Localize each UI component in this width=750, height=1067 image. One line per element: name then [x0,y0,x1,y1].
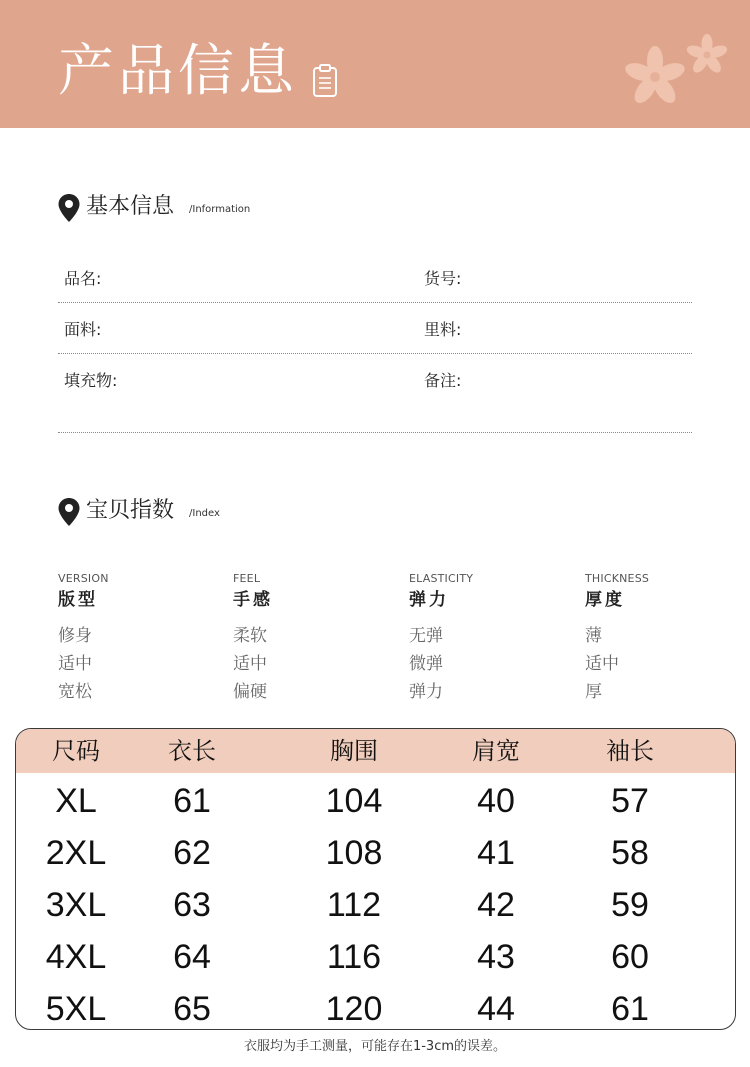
section-subtitle: /Information [189,204,251,215]
section-subtitle: /Index [189,508,220,519]
index-cn-label: 版型 [58,590,98,610]
info-row [58,354,692,433]
table-cell: 57 [611,782,649,820]
section-title: 基本信息 [86,194,175,219]
table-cell: 60 [611,938,649,976]
index-en-label: VERSION [58,572,109,585]
table-cell: XL [55,782,97,820]
location-pin-icon [58,194,80,222]
table-cell: 5XL [45,990,107,1028]
header-shoulder: 肩宽 [472,737,520,765]
section-title: 宝贝指数 [86,498,175,523]
index-option: 弹力 [409,682,443,702]
table-row [16,983,735,1030]
header-sleeve: 袖长 [606,737,654,765]
index-en-label: FEEL [233,572,261,585]
table-cell: 112 [326,886,382,924]
index-column-version [58,572,228,706]
table-cell: 116 [326,938,382,976]
product-name-label: 品名: [64,269,102,288]
table-cell: 58 [611,834,649,872]
measurement-note: 衣服均为手工测量，可能存在1-3cm的误差。 [243,1039,507,1054]
table-row [16,827,735,879]
table-cell: 120 [325,990,383,1028]
table-cell: 61 [611,990,649,1028]
index-option: 修身 [58,626,92,646]
table-cell: 44 [477,990,515,1028]
index-option: 适中 [585,654,619,674]
lining-label: 里料: [424,320,462,339]
page-title: 产品信息 [58,39,298,104]
size-table [15,728,736,1030]
table-cell: 104 [325,782,383,820]
table-cell: 59 [611,886,649,924]
table-cell: 41 [477,834,515,872]
table-cell: 4XL [45,938,107,976]
index-option: 厚 [585,682,602,702]
info-row [58,303,692,354]
header-size: 尺码 [52,737,100,765]
header-banner [0,0,750,128]
index-option: 无弹 [409,626,443,646]
remark-label: 备注: [424,371,462,390]
index-option: 薄 [585,626,602,646]
item-number-label: 货号: [424,269,462,288]
table-row [16,879,735,931]
index-column-elasticity [409,572,579,706]
table-cell: 108 [325,834,383,872]
index-option: 适中 [233,654,267,674]
table-cell: 3XL [45,886,107,924]
table-cell: 64 [173,938,211,976]
flower-icon [622,44,688,110]
filling-label: 填充物: [64,371,118,390]
index-cn-label: 厚度 [585,590,625,610]
info-row [58,252,692,303]
index-column-thickness [585,572,750,706]
index-option: 适中 [58,654,92,674]
table-cell: 63 [173,886,211,924]
index-option: 柔软 [233,626,267,646]
table-cell: 42 [477,886,515,924]
table-row [16,931,735,983]
table-cell: 2XL [45,834,107,872]
index-cn-label: 手感 [233,590,273,610]
table-cell: 40 [477,782,515,820]
fabric-label: 面料: [64,320,102,339]
size-table-header [16,729,735,773]
index-option: 微弹 [409,654,443,674]
index-en-label: THICKNESS [585,572,650,585]
index-column-feel [233,572,403,706]
header-length: 衣长 [168,737,216,765]
header-chest: 胸围 [330,737,378,765]
index-en-label: ELASTICITY [409,572,474,585]
location-pin-icon [58,498,80,526]
table-cell: 61 [173,782,211,820]
index-option: 宽松 [58,682,92,702]
index-option: 偏硬 [233,682,267,702]
table-cell: 65 [173,990,211,1028]
index-cn-label: 弹力 [409,590,449,610]
table-cell: 43 [477,938,515,976]
flower-icon [684,32,730,78]
clipboard-icon [312,64,338,98]
table-cell: 62 [173,834,211,872]
table-row [16,775,735,827]
